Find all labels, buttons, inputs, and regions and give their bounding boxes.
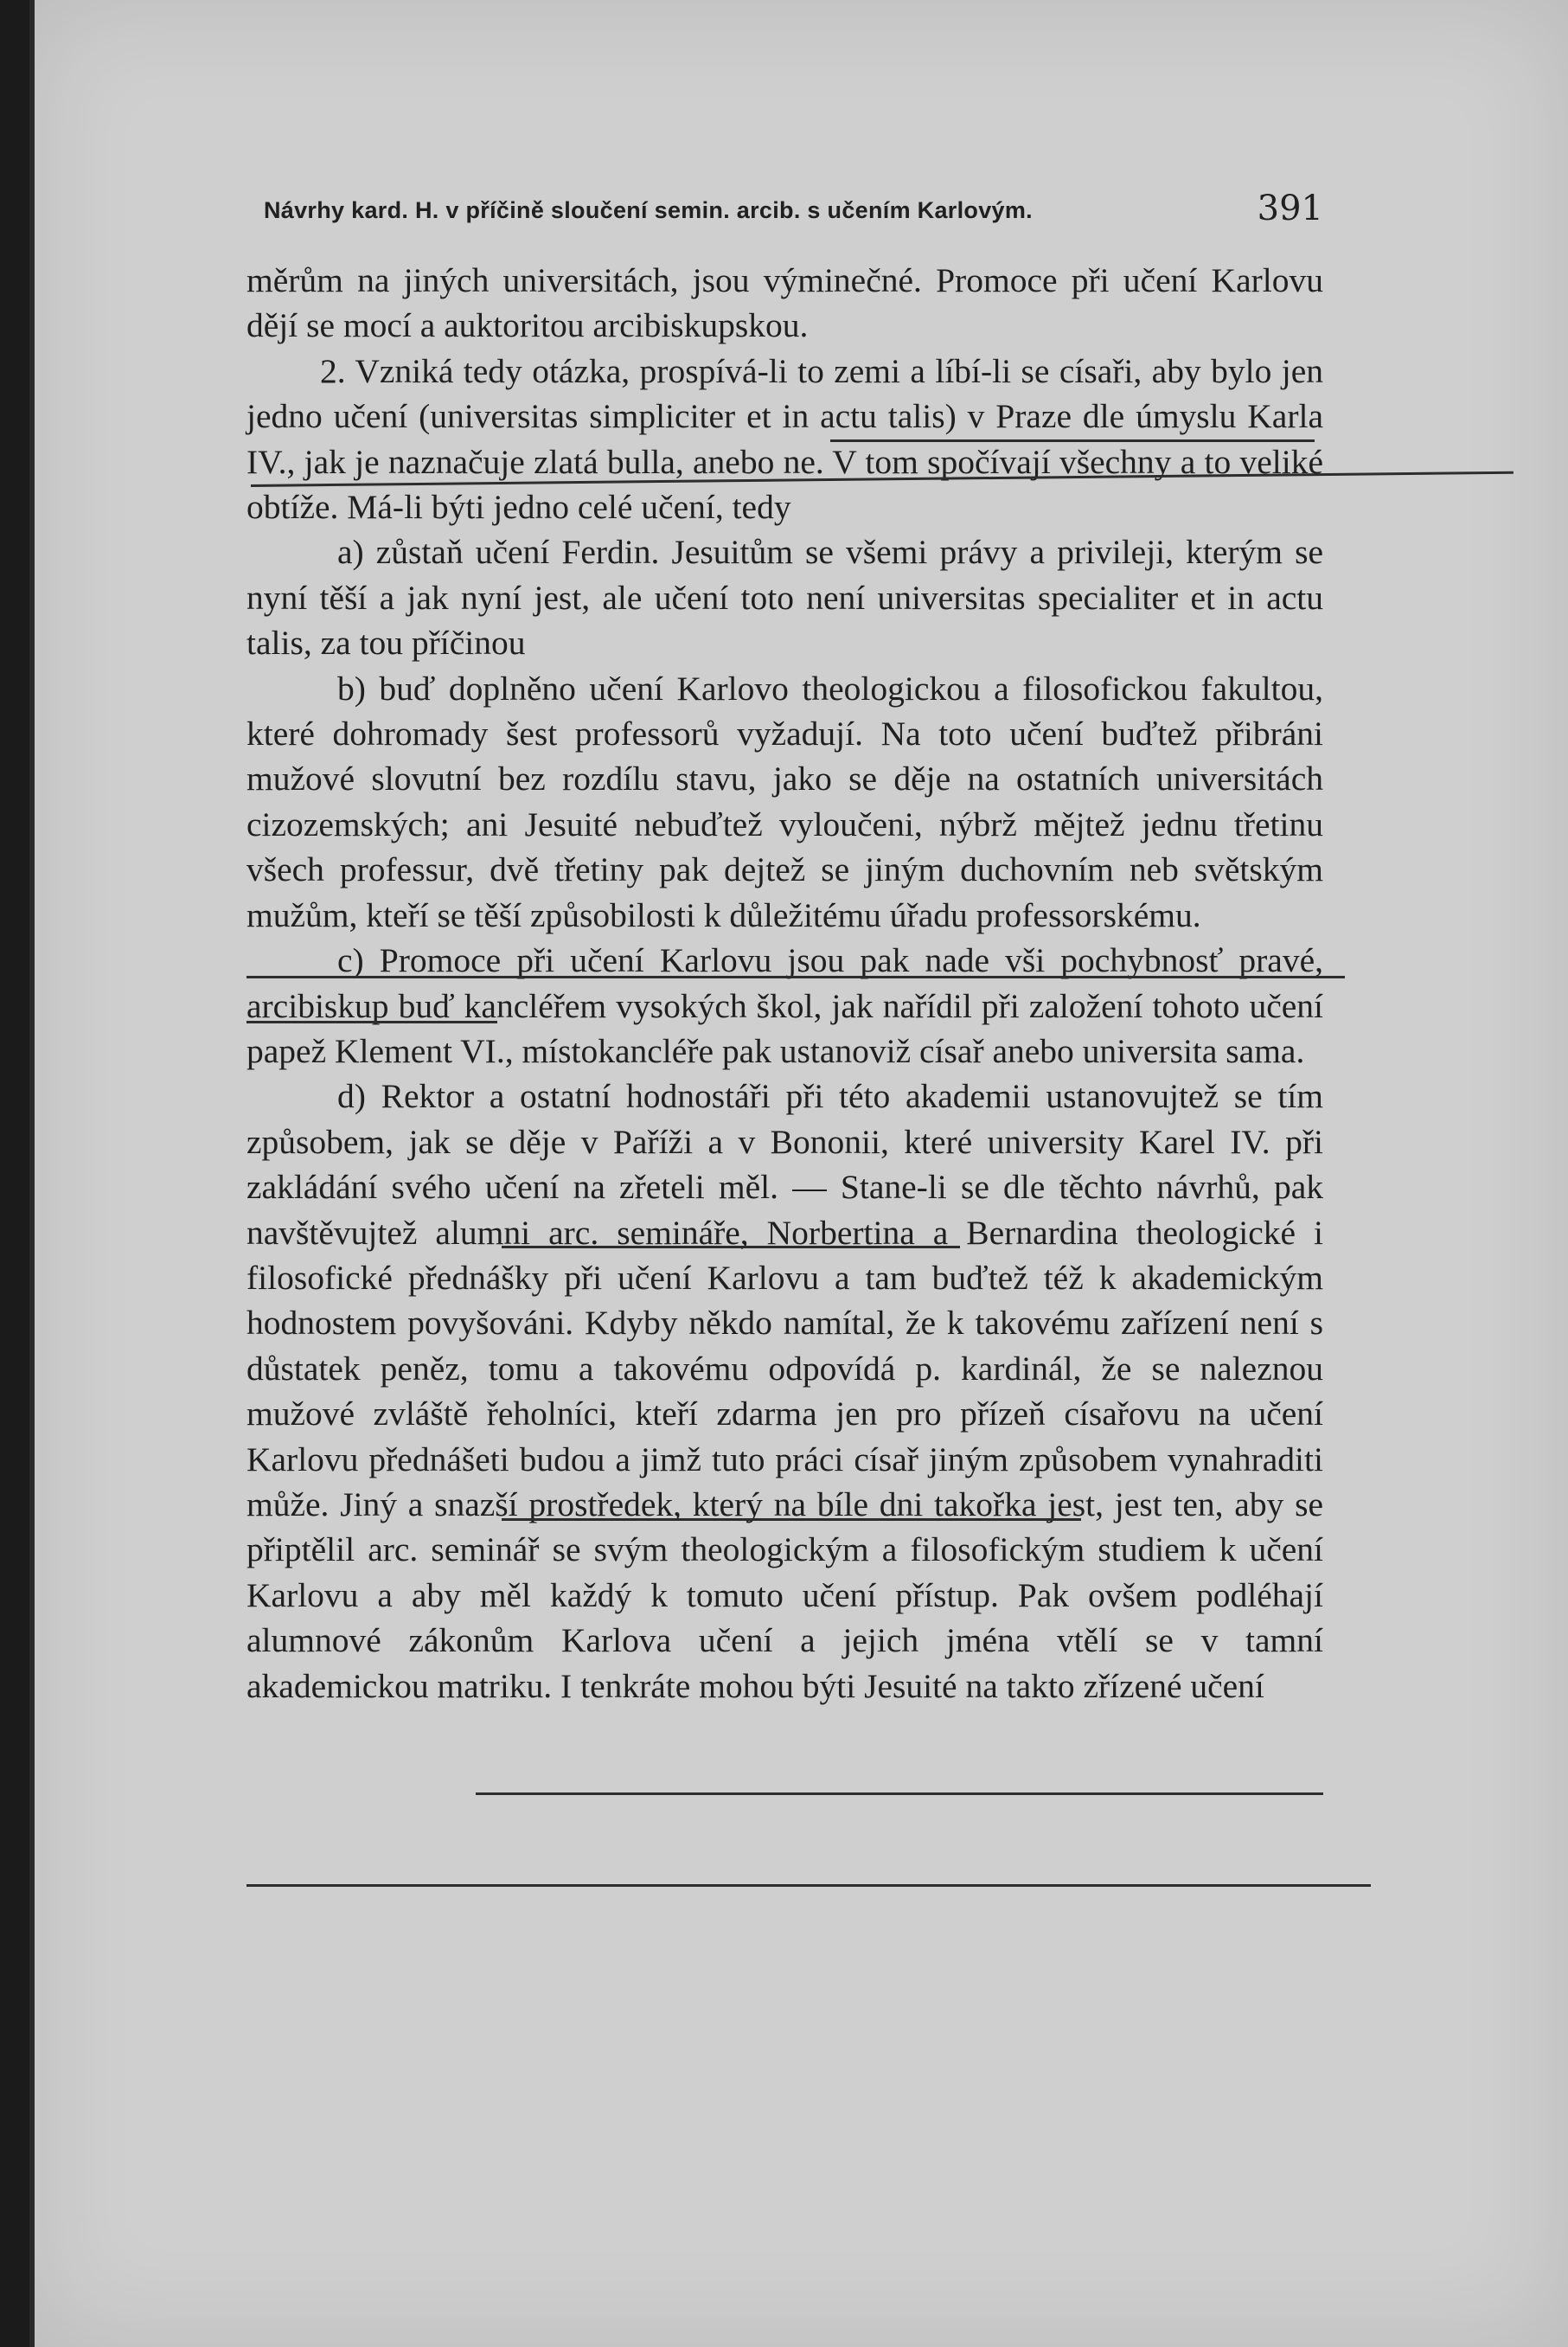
pen-underline bbox=[502, 1246, 960, 1248]
page-header bbox=[264, 189, 1323, 240]
paragraph: d) Rektor a ostatní hodnostáři při této akademii ustanovujtež se tím způsobem, jak se děje v Paříži a v Bononii, které university Karel IV. při zakládání svého učení na zřeteli měl. — Stane-li se dle těchto návrhů, pak navštěvujtež alumni arc. semináře, Norbertina a Bernardina theologické i filosofické přednášky při učení Karlovu a tam buďtež též k akademickým hodnostem povyšováni. Kdyby někdo namítal, že k takovému zařízení není s důstatek peněz, tomu a takovému odpovídá p. kardinál, že se naleznou mužové zvláště řeholníci, kteří zdarma jen pro přízeň císařovu na učení Karlovu přednášeti budou a jimž tuto práci císař jiným způsobem vynahraditi může. Jiný a snazší prostředek, který na bíle dni takořka jest, jest ten, aby se připtělil arc. seminář se svým theologickým a filosofickým studiem k učení Karlovu a aby měl každý k tomuto učení přístup. Pak ovšem podléhají alumnové zákonům Karlova učení a jejich jména vtělí se v tamní akademickou matriku. I tenkráte mohou býti Jesuité na takto zřízené učení bbox=[246, 1077, 1323, 1705]
pen-underline bbox=[502, 1518, 1081, 1521]
paragraph: měrům na jiných universitách, jsou výminečné. Promoce při učení Karlovu dějí se mocí a auktoritou arcibiskupskou. bbox=[246, 261, 1323, 345]
paragraph: c) Promoce při učení Karlovu jsou pak nade vši pochybnosť pravé, arcibiskup buď kancléřem vysokých škol, jak nařídil při založení tohoto učení papež Klement VI., místokancléře pak ustanoviž císař anebo universita sama. bbox=[246, 941, 1323, 1070]
page-edge-shadow bbox=[29, 0, 35, 2347]
pen-underline bbox=[246, 1884, 1371, 1887]
pen-underline bbox=[830, 439, 1315, 442]
pen-underline bbox=[246, 976, 1345, 978]
pen-underline bbox=[246, 1021, 497, 1023]
pen-underline bbox=[476, 1792, 1323, 1795]
paragraph: 2. Vzniká tedy otázka, prospívá-li to zemi a líbí-li se císaři, aby bylo jen jedno učení (universitas simpliciter et in actu talis) v Praze dle úmyslu Karla IV., jak je naznačuje zlatá bulla, anebo ne. V tom spočívají všechny a to veliké obtíže. Má-li býti jedno celé učení, tedy bbox=[246, 351, 1323, 527]
paragraph: a) zůstaň učení Ferdin. Jesuitům se všemi právy a privileji, kterým se nyní těší a jak nyní jest, ale učení toto není universitas specialiter et in actu talis, za tou příčinou bbox=[246, 533, 1323, 663]
running-title: Návrhy kard. H. v příčině sloučení semin. arcib. s učením Karlovým. bbox=[264, 197, 1033, 223]
page-number: 391 bbox=[1257, 189, 1323, 228]
paragraph: b) buď doplněno učení Karlovo theologickou a filosofickou fakultou, které dohromady šest professorů vyžadují. Na toto učení buďtež přibráni mužové slovutní bez rozdílu stavu, jako se děje na ostatních universitách cizozemských; ani Jesuité nebuďtež vyloučeni, nýbrž mějtež jednu třetinu všech professur, dvě třetiny pak dejtež se jiným duchovním neb světským mužům, kteří se těší způsobilosti k důležitému úřadu professorskému. bbox=[246, 669, 1323, 934]
